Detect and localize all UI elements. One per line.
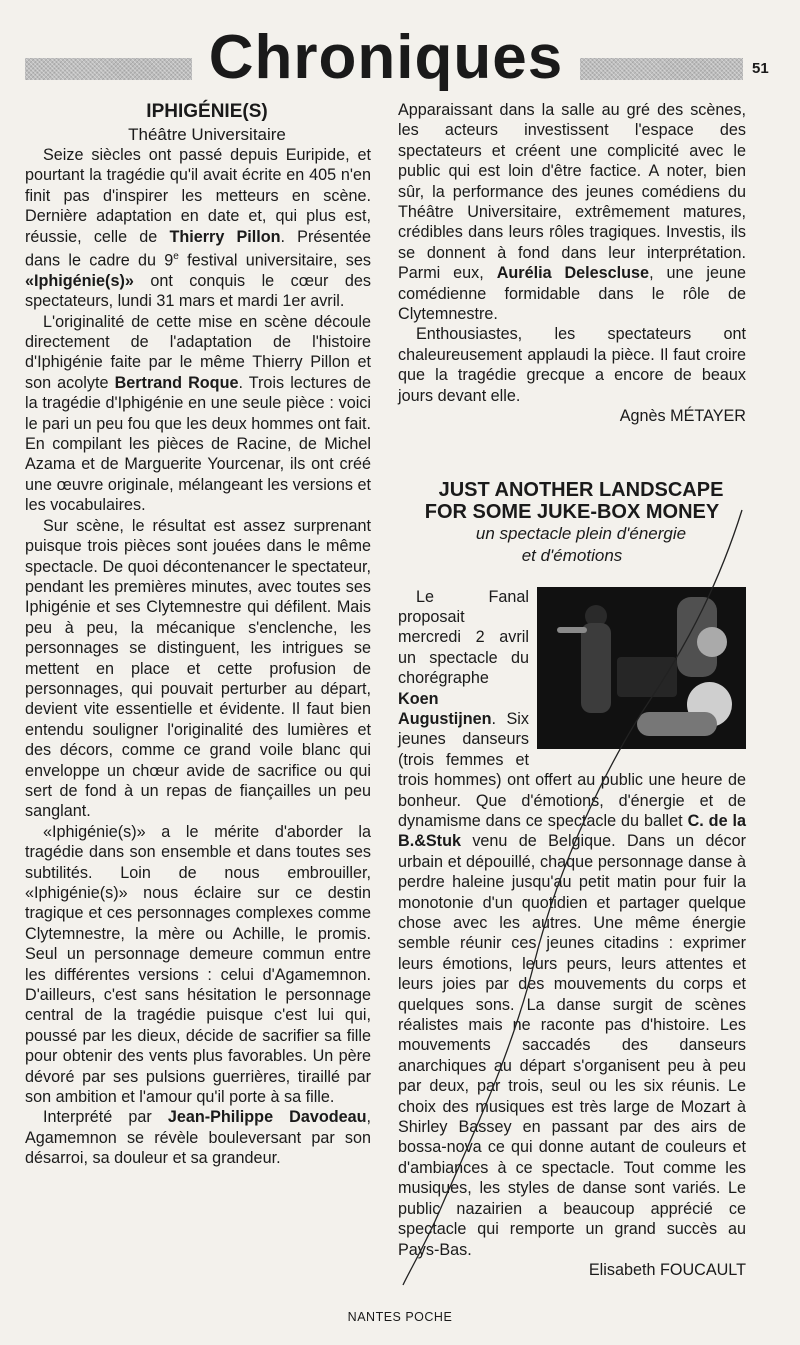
article-title: IPHIGÉNIE(S) [146,101,268,122]
section-title: Chroniques [208,23,564,92]
paragraph: L'originalité de cette mise en scène découle directement de l'adaptation de l'histoire d'Iphigénie faite par le même Thierry Pillon et son acolyte Bertrand Roque. Trois lectures de la tragédie d'Iphigénie en une seule pièce : voici le pari un peu fou que les deux hommes ont fait. En compilant les pièces de Racine, de Michel Azama et de Marguerite Yourcenar, ils ont créé une œuvre originale, mélangeant les versions et les vocabulaires. [25,312,371,515]
paragraph: Sur scène, le résultat est assez surprenant puisque trois pièces sont jouées dans le même spectacle. De quoi décontenancer le spectateur, pendant les premières minutes, avec toutes ses Iphigénie et ses Clytemnestre qui défilent. Mais peu à peu, la mécanique s'enclenche, les personnages se distinguent, les intrigues se mettent en place et cette profusion de personnages, qui pouvait perturber au départ, devient vite essentielle et évidente. Il faut bien entendu souligner l'originalité des lumières et des décors, comme ce grand voile blanc qui enveloppe un chœur avide de sacrifice ou qui sert de fond à un repas de fiançailles un peu sanglant. [25,516,371,821]
paragraph: «Iphigénie(s)» a le mérite d'aborder la tragédie dans son ensemble et dans toutes ses subtilités. Loin de nous embrouiller, «Iphigénie(s)» nous éclaire sur ce destin tragique et ces personnages complexes comme Clytemnestre, la mère ou Achille, le promis. Seul un personnage demeure commun entre les différentes versions : celui d'Agamemnon. D'ailleurs, c'est sans hésitation le personnage central de la tragédie puisque c'est lui qui, poussé par les dieux, décide de sacrifier sa fille pour obtenir des vents plus favorables. Un père dévoré par ses pulsions guerrières, tiraillé par son ambition et l'amour qu'il porte à sa fille. [25,822,371,1107]
page-number: 51 [752,60,769,77]
article-subtitle: un spectacle plein d'énergie et d'émotions [475,523,687,565]
author-signature: Elisabeth FOUCAULT [588,1260,746,1279]
paragraph: Apparaissant dans la salle au gré des scènes, les acteurs investissent l'espace des spectateurs et créent une complicité avec le public qui est loin d'être factice. A noter, bien sûr, la performance des jeunes comédiens du Théâtre Universitaire, extrêmement matures, crédibles dans leurs rôles tragiques. Investis, ils se donnent à fond dans leur interprétation. Parmi eux, Aurélia Delescluse, une jeune comédienne formidable dans le rôle de Clytemnestre. [398,101,746,324]
paragraph: Seize siècles ont passé depuis Euripide, et pourtant la tragédie qu'il avait écrite en 405 n'en finit pas d'inspirer les metteurs en scène. Dernière adaptation en date et, qui plus est, réussie, celle de Thierry Pillon. Présentée dans le cadre du 9e festival universitaire, ses «Iphigénie(s)» ont conquis le cœur des spectateurs, lundi 31 mars et mardi 1er avril. [25,146,371,311]
paragraph: Le Fanal proposait mercredi 2 avril un spectacle du chorégraphe Koen Augustijnen. Six jeunes danseurs (trois femmes et trois hommes) ont offert au public une heure de bonheur. Que d'émotions, d'énergie et de dynamisme dans ce spectacle du ballet C. de la B.&Stuk venu de Belgique. Dans un décor urbain et dépouillé, chaque personnage danse à perdre haleine jusqu'au petit matin pour fuir la monotonie d'un quotidien et partager quelque chose avec les autres. Une même énergie semble réunir ces jeunes citadins : exprimer leurs émotions, leurs peurs, leurs attentes et leurs joies par des mouvements du corps et quelques sons. La danse surgit de scènes réalistes mais ne raconte pas d'histoire. Les mouvements saccadés des danseurs anarchiques au départ s'organisent peu à peu par deux, par trois, seul ou les six réunis. Le choix des musiques est très large de Mozart à Shirley Bassey en passant par des airs de bossa-nova ce qui donne autant de couleurs et d'ambiances à ce spectacle. Tout comme les musiques, les styles de danse sont variés. Le public nazairien a beaucoup apprécié ce spectacle qui remporte un grand succès au Pays-Bas. [398,587,746,1259]
paragraph: Enthousiastes, les spectateurs ont chaleureusement applaudi la pièce. Il faut croire que la tragédie grecque a encore de beaux jours devant elle. [398,325,746,405]
paragraph: Interprété par Jean-Philippe Davodeau, Agamemnon se révèle bouleversant par son désarroi, sa douleur et sa grandeur. [25,1108,372,1168]
article-subtitle: Théâtre Universitaire [128,125,286,144]
footer: NANTES POCHE [347,1310,453,1324]
author-signature: Agnès MÉTAYER [619,407,746,426]
article-title: JUST ANOTHER LANDSCAPE FOR SOME JUKE-BOX MONEY [424,478,724,523]
